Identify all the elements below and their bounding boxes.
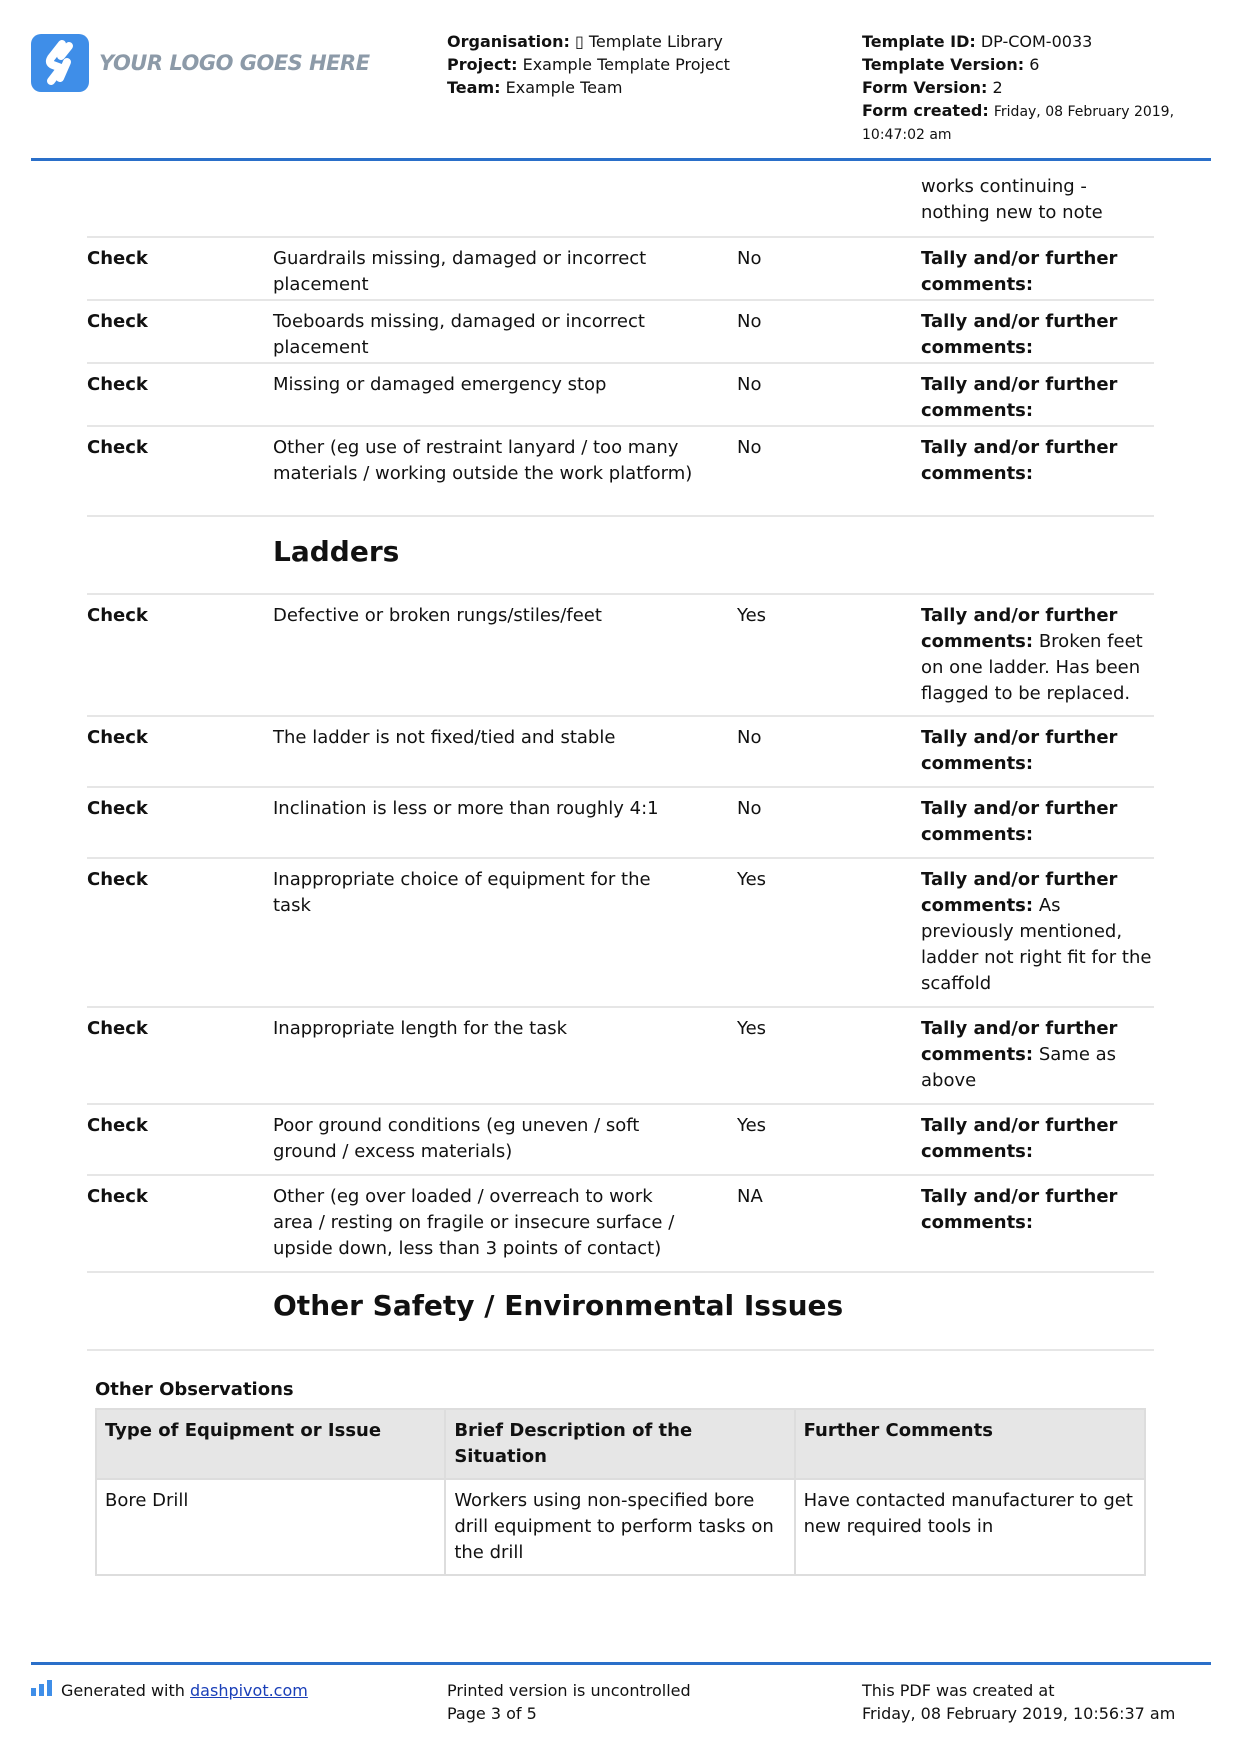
- uncontrolled-note: Printed version is uncontrolled: [447, 1681, 691, 1700]
- check-label: Check: [87, 311, 148, 332]
- header-template-info: [862, 30, 1222, 147]
- table-row: [87, 595, 1154, 717]
- comment-label: Tally and/or further comments:: [921, 605, 1118, 652]
- organisation-value: ▯ Template Library: [574, 32, 723, 51]
- section-title-ladders: Ladders: [273, 535, 400, 568]
- comment-label: Tally and/or further comments:: [921, 437, 1118, 484]
- table-row: [87, 427, 1154, 517]
- logo: [31, 34, 370, 92]
- form-version-label: Form Version:: [862, 78, 988, 97]
- comment-text: As previously mentioned, ladder not right fit for the scaffold: [921, 895, 1152, 994]
- table-row: [87, 788, 1154, 859]
- check-answer: No: [737, 374, 762, 395]
- table-row: [87, 1105, 1154, 1176]
- table-row: [96, 1479, 1145, 1575]
- comment-label: Tally and/or further comments:: [921, 311, 1118, 358]
- column-header: Brief Description of the Situation: [445, 1409, 794, 1479]
- team-label: Team:: [447, 78, 501, 97]
- form-created-time: 10:47:02 am: [862, 127, 952, 143]
- check-answer: No: [737, 798, 762, 819]
- check-answer: Yes: [737, 1018, 767, 1039]
- logo-text: YOUR LOGO GOES HERE: [99, 51, 370, 75]
- check-label: Check: [87, 605, 148, 626]
- comment-text: Same as above: [921, 1044, 1117, 1091]
- check-description: Inclination is less or more than roughly 4:1: [273, 798, 659, 819]
- generated-prefix: Generated with: [61, 1681, 185, 1700]
- template-id-value: DP-COM-0033: [980, 32, 1093, 51]
- check-label: Check: [87, 798, 148, 819]
- check-answer: Yes: [737, 869, 767, 890]
- checklist: [87, 158, 1154, 1351]
- form-version-value: 2: [992, 78, 1003, 97]
- comment-label: Tally and/or further comments:: [921, 248, 1118, 295]
- header-project-info: [447, 30, 847, 99]
- check-label: Check: [87, 869, 148, 890]
- team-value: Example Team: [505, 78, 623, 97]
- comment-label: Tally and/or further comments:: [921, 1018, 1118, 1065]
- table-cell: Have contacted manufacturer to get new required tools in: [795, 1479, 1145, 1575]
- comment-text: Broken feet on one ladder. Has been flagged to be replaced.: [921, 631, 1143, 704]
- comment-label: Tally and/or further comments:: [921, 1115, 1118, 1162]
- table-row: [87, 301, 1154, 364]
- check-answer: Yes: [737, 605, 767, 626]
- section-header: [87, 517, 1154, 595]
- check-description: Other (eg use of restraint lanyard / too many materials / working outside the work platform): [273, 437, 693, 484]
- check-answer: No: [737, 311, 762, 332]
- check-description: Inappropriate choice of equipment for the task: [273, 869, 651, 916]
- comment-label: Tally and/or further comments:: [921, 869, 1118, 916]
- check-description: Inappropriate length for the task: [273, 1018, 568, 1039]
- table-row: [87, 364, 1154, 427]
- template-version-label: Template Version:: [862, 55, 1025, 74]
- logo-icon: [31, 34, 89, 92]
- check-answer: Yes: [737, 1115, 767, 1136]
- section-title-other-issues: Other Safety / Environmental Issues: [273, 1289, 844, 1322]
- footer-created-info: [862, 1679, 1175, 1725]
- page-number: Page 3 of 5: [447, 1704, 537, 1723]
- generated-with: [31, 1679, 308, 1702]
- observations-title: Other Observations: [95, 1379, 294, 1400]
- pdf-created-label: This PDF was created at: [862, 1681, 1055, 1700]
- check-label: Check: [87, 248, 148, 269]
- organisation-label: Organisation:: [447, 32, 570, 51]
- page-header: [31, 0, 1211, 161]
- table-cell: Workers using non-specified bore drill equipment to perform tasks on the drill: [445, 1479, 794, 1575]
- check-description: Other (eg over loaded / overreach to work area / resting on fragile or insecure surface / upside down, less than 3 points of contact): [273, 1186, 675, 1259]
- check-label: Check: [87, 374, 148, 395]
- continued-comment: works continuing - nothing new to note: [921, 176, 1103, 223]
- dashpivot-bars-icon: [31, 1679, 53, 1702]
- table-row: [87, 158, 1154, 238]
- check-answer: NA: [737, 1186, 763, 1207]
- check-answer: No: [737, 248, 762, 269]
- section-header: [87, 1273, 1154, 1351]
- check-description: Toeboards missing, damaged or incorrect placement: [273, 311, 645, 358]
- table-row: [87, 1176, 1154, 1273]
- check-description: Guardrails missing, damaged or incorrect placement: [273, 248, 647, 295]
- table-header-row: [96, 1409, 1145, 1479]
- dashpivot-link[interactable]: dashpivot.com: [190, 1681, 308, 1700]
- table-row: [87, 717, 1154, 788]
- project-label: Project:: [447, 55, 518, 74]
- footer-page-info: [447, 1679, 691, 1725]
- pdf-created-timestamp: Friday, 08 February 2019, 10:56:37 am: [862, 1704, 1176, 1723]
- project-value: Example Template Project: [522, 55, 730, 74]
- check-label: Check: [87, 727, 148, 748]
- observations-table: [95, 1408, 1146, 1576]
- comment-label: Tally and/or further comments:: [921, 798, 1118, 845]
- column-header: Type of Equipment or Issue: [96, 1409, 445, 1479]
- check-description: Defective or broken rungs/stiles/feet: [273, 605, 602, 626]
- template-id-label: Template ID:: [862, 32, 976, 51]
- check-description: Poor ground conditions (eg uneven / soft ground / excess materials): [273, 1115, 640, 1162]
- check-label: Check: [87, 1115, 148, 1136]
- comment-label: Tally and/or further comments:: [921, 727, 1118, 774]
- form-created-label: Form created:: [862, 101, 989, 120]
- comment-label: Tally and/or further comments:: [921, 1186, 1118, 1233]
- table-row: [87, 1008, 1154, 1105]
- check-description: Missing or damaged emergency stop: [273, 374, 607, 395]
- table-cell: Bore Drill: [96, 1479, 445, 1575]
- check-label: Check: [87, 1018, 148, 1039]
- check-answer: No: [737, 727, 762, 748]
- table-row: [87, 859, 1154, 1008]
- comment-label: Tally and/or further comments:: [921, 374, 1118, 421]
- form-created-value: Friday, 08 February 2019,: [993, 104, 1175, 120]
- table-row: [87, 238, 1154, 301]
- page-footer: [31, 1662, 1211, 1723]
- check-label: Check: [87, 1186, 148, 1207]
- template-version-value: 6: [1029, 55, 1040, 74]
- check-description: The ladder is not fixed/tied and stable: [273, 727, 616, 748]
- column-header: Further Comments: [795, 1409, 1145, 1479]
- check-answer: No: [737, 437, 762, 458]
- check-label: Check: [87, 437, 148, 458]
